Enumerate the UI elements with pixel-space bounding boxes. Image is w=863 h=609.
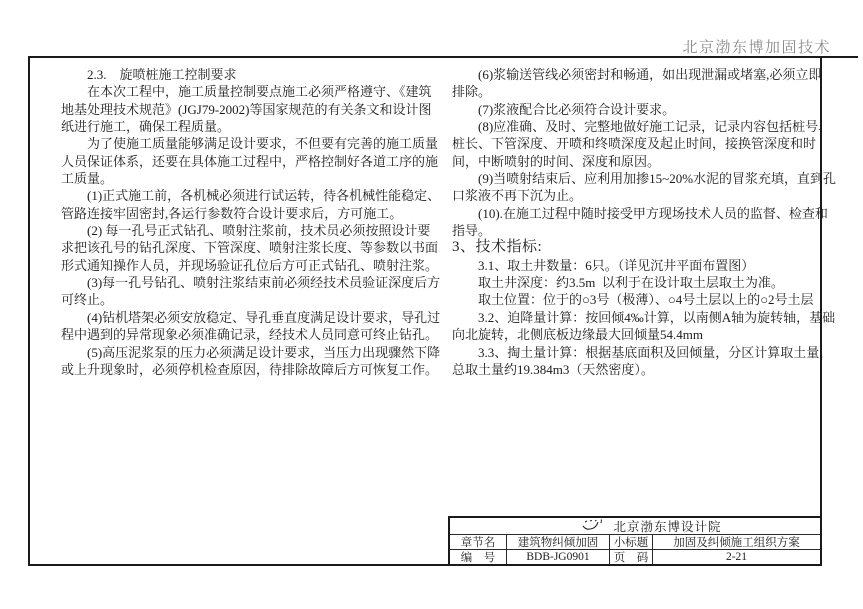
page-code-value: 2-21: [725, 550, 748, 563]
page-code-label: 页 码: [610, 550, 653, 565]
text-line: (10).在施工过程中随时接受甲方现场技术人员的监督、检查和: [452, 205, 828, 221]
text-line: 排除。: [452, 84, 492, 100]
title-block-institute-row: [450, 518, 820, 535]
text-line: 形式通知操作人员，并现场验证孔位后方可正式钻孔、喷射注浆。: [61, 257, 439, 273]
text-line: (5)高压泥浆泵的压力必须满足设计要求，当压力出现骤然下降: [61, 344, 441, 360]
number-value: BDB-JG0901: [507, 550, 610, 565]
text-line: 取土位置：位于的○3号（极薄）、○4号土层以上的○2号土层: [452, 292, 814, 308]
signature-squiggle-icon: [548, 518, 605, 535]
text-line: 口浆液不再下沉为止。: [452, 188, 583, 204]
number-label: 编 号: [450, 550, 507, 565]
text-line: 3.2、迫降量计算：按回倾4‰计算，以南侧A轴为旋转轴，基础: [452, 309, 836, 325]
text-line: 指导。: [452, 223, 492, 239]
text-line: (6)浆输送管线必须密封和畅通，如出现泄漏或堵塞,必须立即: [452, 67, 822, 82]
text-line: 取土井深度：约3.5m 以利于在设计取土层取土为准。: [452, 275, 784, 291]
text-line: 向北旋转，北侧底板边缘最大回倾量54.4mm: [452, 327, 703, 343]
title-block-table: [448, 516, 822, 566]
subtitle-label: 小标题: [610, 535, 653, 550]
right-text-column: [452, 66, 837, 378]
text-line: 可终止。: [61, 292, 114, 308]
text-line: 为了使施工质量能够满足设计要求，不但要有完善的施工质量: [61, 136, 439, 152]
chapter-name-label: 章节名: [450, 535, 507, 550]
text-line: (4)钻机塔架必须安放稳定、导孔垂直度满足设计要求，导孔过: [61, 309, 441, 325]
text-line: (3)每一孔号钻孔、喷射注浆结束前必须经技术员验证深度后方: [61, 275, 441, 291]
text-line: 人员保证体系，还要在具体施工过程中，严格控制好各道工序的施: [61, 153, 439, 169]
text-line: (9)当喷射结束后、应利用加掺15~20%水泥的冒浆充填，直到孔: [452, 171, 837, 187]
text-line: 求把该孔号的钻孔深度、下管深度、喷射注浆长度、等参数以书面: [61, 240, 439, 256]
chapter-name-value: 建筑物纠倾加固: [507, 535, 610, 550]
text-line: 管路连接牢固密封,各运行参数符合设计要求后，方可施工。: [61, 205, 403, 221]
text-line: 纸进行施工，确保工程质量。: [61, 119, 231, 135]
text-line: 3、技术指标:: [452, 239, 543, 256]
text-line: 或上升现象时，必须停机检查原因，待排除故障后方可恢复工作。: [61, 361, 439, 377]
text-line: 3.1、取土井数量：6只。（详见沉井平面布置图）: [452, 257, 755, 273]
text-line: 程中遇到的异常现象必须准确记录，经技术人员同意可终止钻孔。: [61, 327, 439, 343]
text-line: 间，中断喷射的时间、深度和原因。: [452, 153, 661, 169]
subtitle-value: 加固及纠倾施工组织方案: [653, 535, 820, 550]
page-header-title: 北京渤东博加固技术: [682, 40, 831, 56]
text-line: (1)正式施工前，各机械必须进行试运转，待各机械性能稳定、: [61, 188, 441, 204]
frame-top-rule-extension: [822, 56, 858, 58]
text-line: (2) 每一孔号正式钻孔、喷射注浆前，技术员必须按照设计要: [61, 223, 431, 239]
text-line: (7)浆液配合比必须符合设计要求。: [452, 101, 676, 117]
text-line: 工质量。: [61, 171, 114, 187]
text-line: 3.3、掏土量计算：根据基底面积及回倾量，分区计算取土量，: [452, 344, 833, 360]
text-line: 2.3. 旋喷桩施工控制要求: [61, 67, 237, 82]
text-line: 地基处理技术规范》(JGJ79-2002)等国家规范的有关条文和设计图: [61, 101, 432, 117]
institute-name: 北京渤东博设计院: [613, 520, 722, 534]
text-line: 桩长、下管深度、开喷和终喷深度及起止时间，接换管深度和时: [452, 136, 817, 152]
text-line: 在本次工程中，施工质量控制要点施工必须严格遵守、《建筑: [61, 84, 432, 100]
text-line: 总取土量约19.384m3（天然密度）。: [452, 361, 654, 377]
text-line: (8)应准确、及时、完整地做好施工记录，记录内容包括桩号、: [452, 119, 832, 135]
left-text-column: [61, 66, 445, 378]
